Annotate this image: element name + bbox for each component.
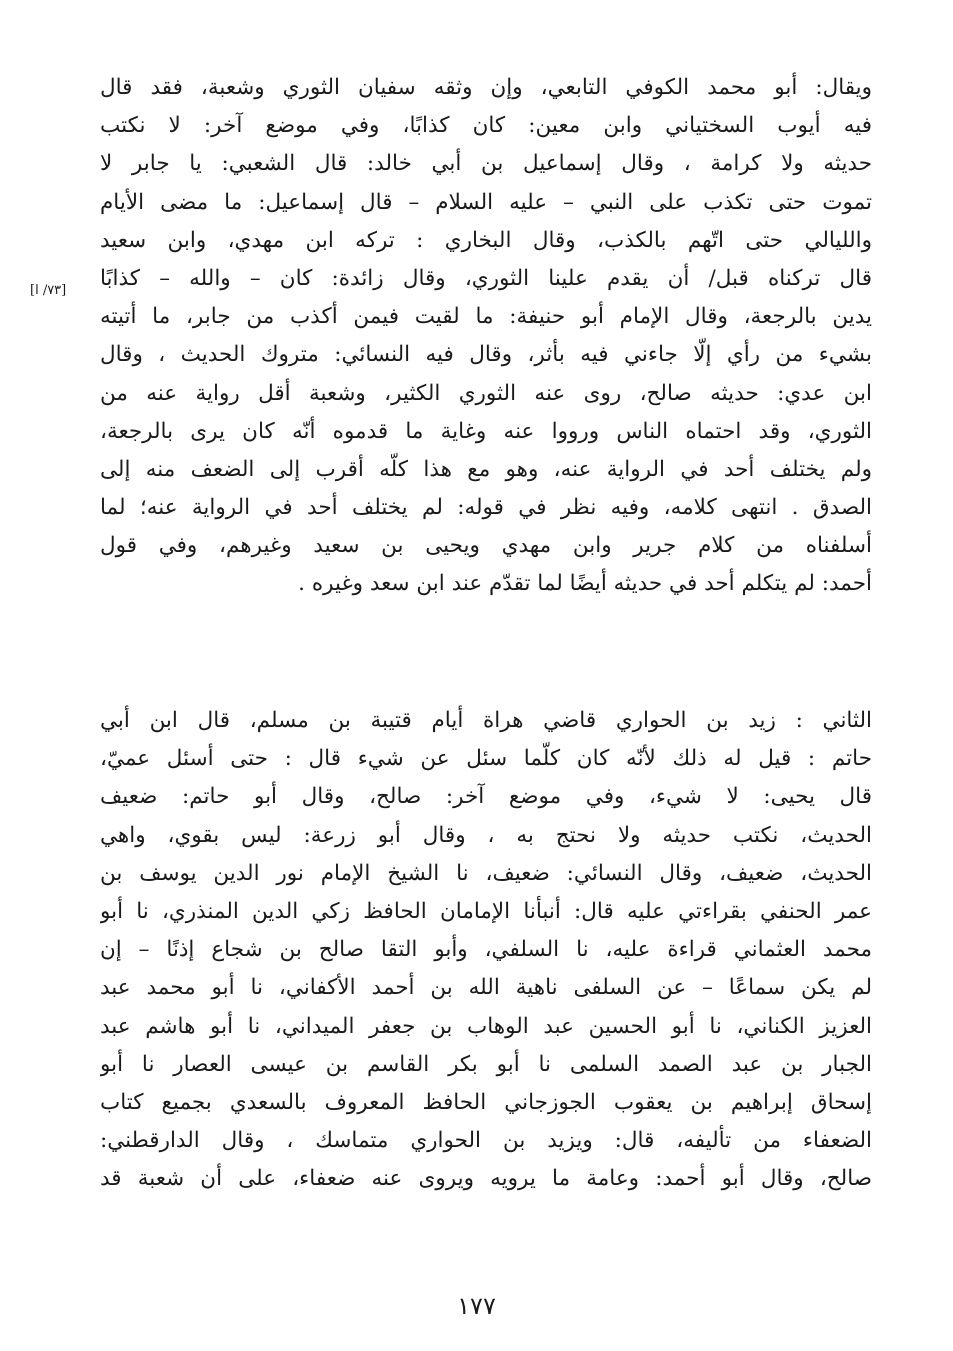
text-line: والليالي حتى اتّهم بالكذب، وقال البخاري : تركه ابن مهدي، وابن سعيد	[100, 227, 872, 253]
text-line: فيه أيوب السختياني وابن معين: كان كذابًا، وفي موضع آخر: لا نكتب	[100, 113, 872, 139]
text-line: الضعفاء من تأليفه، قال: ويزيد بن الحواري متماسك ، وقال الدارقطني:	[100, 1128, 872, 1154]
text-line: أسلفناه من كلام جرير وابن مهدي ويحيى بن سعيد وغيرهم، وفي قول	[100, 533, 872, 559]
text-line: الحديث، ضعيف، وقال النسائي: ضعيف، نا الشيخ الإمام نور الدين يوسف بن	[100, 860, 872, 886]
text-line: الثاني : زيد بن الحواري قاضي هراة أيام قتيبة بن مسلم، قال ابن أبي	[100, 708, 872, 733]
paragraph-zayd	[100, 702, 872, 1198]
text-line: عمر الحنفي بقراءتي عليه قال: أنبأنا الإمامان الحافظ زكي الدين المنذري، نا أبو	[100, 898, 872, 924]
text-line: حاتم : قيل له ذلك لأنّه كان كلّما سئل عن شيء قال : حتى أسئل عميّ،	[100, 746, 872, 772]
text-line: ويقال: أبو محمد الكوفي التابعي، وإن وثقه سفيان الثوري وشعبة، فقد قال	[100, 75, 872, 100]
paragraph-jabir	[100, 69, 872, 604]
text-line: بشيء من رأي إلّا جاءني فيه بأثر، وقال فيه النسائي: متروك الحديث ، وقال	[100, 342, 872, 368]
text-line: يدين بالرجعة، وقال الإمام أبو حنيفة: ما لقيت فيمن أكذب من جابر، ما أتيته	[100, 304, 872, 330]
page-number: ١٧٧	[457, 1292, 496, 1320]
text-line: الحديث، نكتب حديثه ولا نحتج به ، وقال أبو زرعة: ليس بقوي، واهي	[100, 822, 872, 848]
margin-folio-note: [٧٣/ ا]	[30, 283, 67, 298]
text-line: قال تركناه قبل/ أن يقدم علينا الثوري، وقال زائدة: كان – والله – كذابًا	[100, 265, 872, 291]
text-line: حديثه ولا كرامة ، وقال إسماعيل بن أبي خالد: قال الشعبي: يا جابر لا	[100, 151, 872, 177]
text-line: الصدق . انتهى كلامه، وفيه نظر في قوله: لم يختلف أحد في الرواية عنه؛ لما	[100, 495, 872, 521]
text-line: محمد العثماني قراءة عليه، نا السلفي، وأبو التقا صالح بن شجاع إذنًا – إن	[100, 937, 872, 963]
text-line: لم يكن سماعًا – عن السلفى ناهية الله بن أحمد الأكفاني، نا أبو محمد عبد	[100, 975, 872, 1001]
text-line: العزيز الكناني، نا أبو الحسين عبد الوهاب بن جعفر الميداني، نا أبو هاشم عبد	[100, 1013, 872, 1039]
text-line: الجبار بن عبد الصمد السلمى نا أبو بكر القاسم بن عيسى العصار نا أبو	[100, 1051, 872, 1077]
text-line: ولم يختلف أحد في الرواية عنه، وهو مع هذا كلّه أقرب إلى الضعف منه إلى	[100, 456, 872, 482]
text-line: صالح، وقال أبو أحمد: وعامة ما يرويه ويروى عنه ضعفاء، على أن شعبة قد	[100, 1166, 872, 1192]
text-line: أحمد: لم يتكلم أحد في حديثه أيضًا لما تقدّم عند ابن سعد وغيره .	[298, 571, 872, 597]
text-line: ابن عدي: حديثه صالح، روى عنه الثوري الكثير، وشعبة أقل رواية عنه من	[100, 380, 872, 406]
text-line: إسحاق إبراهيم بن يعقوب الجوزجاني الحافظ المعروف بالسعدي بجميع كتاب	[100, 1089, 872, 1115]
text-line: قال يحيى: لا شيء، وفي موضع آخر: صالح، وقال أبو حاتم: ضعيف	[100, 784, 872, 810]
text-line: الثوري، وقد احتماه الناس ورووا عنه وغاية ما قدموه أنّه كان يرى بالرجعة،	[100, 418, 872, 444]
text-line: تموت حتى تكذب على النبي – عليه السلام – قال إسماعيل: ما مضى الأيام	[100, 189, 872, 215]
